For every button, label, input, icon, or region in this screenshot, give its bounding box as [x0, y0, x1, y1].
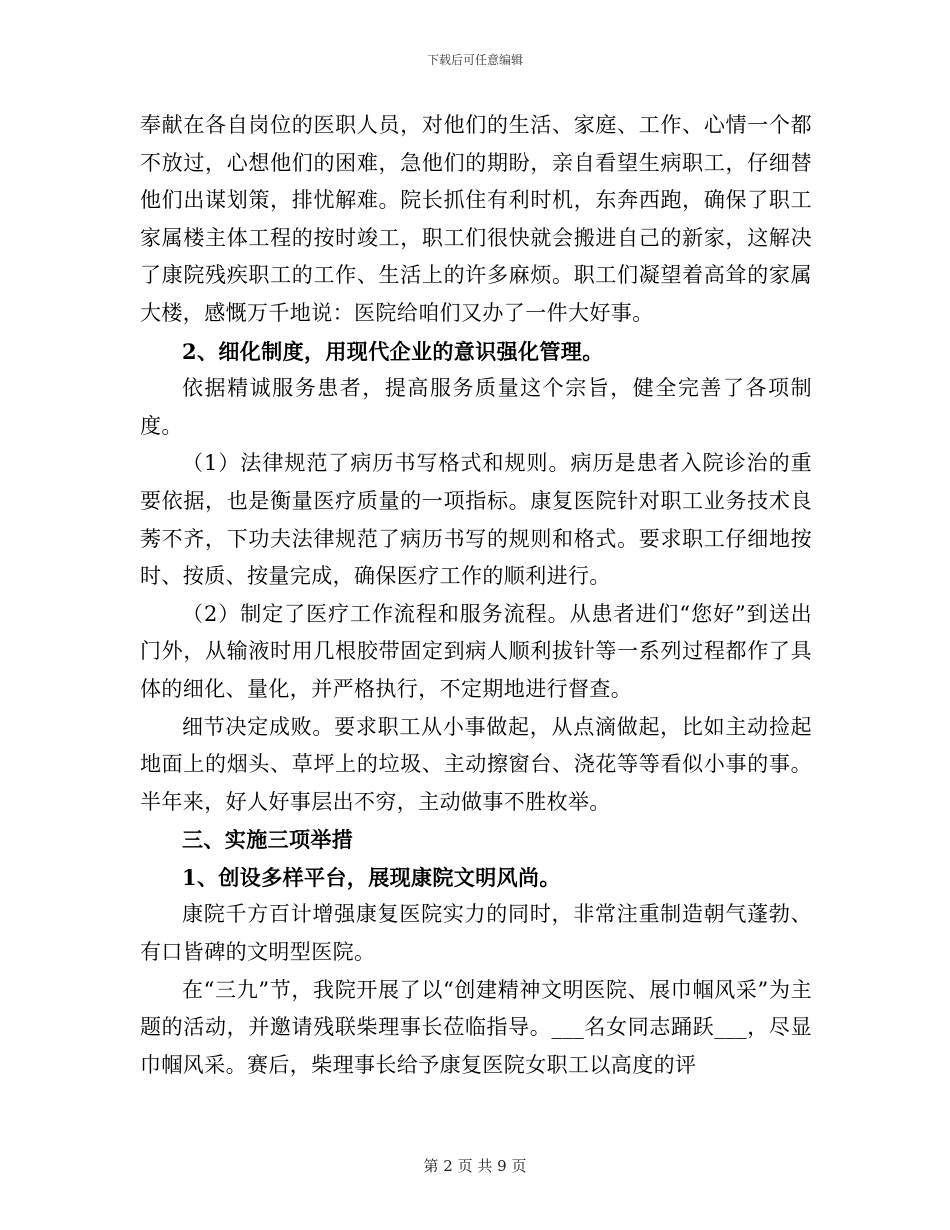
- section-heading-2: 2、细化制度，用现代企业的意识强化管理。: [182, 338, 604, 364]
- paragraph-6: 细节决定成败。要求职工从小事做起，从点滴做起，比如主动捡起地面上的烟头、草坪上的垃圾、主动擦窗台、浇花等等看似小事的事。半年来，好人好事层出不穷，主动做事不胜枚举。: [140, 714, 812, 814]
- page-number-footer: 第 2 页 共 9 页: [423, 1157, 527, 1175]
- paragraph-3: 依据精诚服务患者，提高服务质量这个宗旨，健全完善了各项制度。: [140, 376, 812, 438]
- page-header-note: 下载后可任意编辑: [426, 53, 523, 67]
- paragraph-1: 奉献在各自岗位的医职人员，对他们的生活、家庭、工作、心情一个都不放过，心想他们的困难，急他们的期盼，亲自看望生病职工，仔细替他们出谋划策，排忧解难。院长抓住有利时机，东奔西跑，确保了职工家属楼主体工程的按时竣工，职工们很快就会搬进自己的新家，这解决了康院残疾职工的工作、生活上的许多麻烦。职工们凝望着高耸的家属大楼，感慨万千地说：医院给咱们又办了一件大好事。: [140, 113, 812, 325]
- section-heading-3: 三、实施三项举措: [182, 827, 354, 853]
- paragraph-5: （2）制定了医疗工作流程和服务流程。从患者进们“您好”到送出门外，从输液时用几根胶带固定到病人顺利拔针等一系列过程都作了具体的细化、量化，并严格执行，不定期地进行督查。: [140, 601, 812, 701]
- document-body: [140, 107, 812, 1084]
- paragraph-4: （1）法律规范了病历书写格式和规则。病历是患者入院诊治的重要依据，也是衡量医疗质量的一项指标。康复医院针对职工业务技术良莠不齐，下功夫法律规范了病历书写的规则和格式。要求职工仔细地按时、按质、按量完成，确保医疗工作的顺利进行。: [140, 451, 812, 589]
- subsection-heading-1: 1、创设多样平台，展现康院文明风尚。: [182, 864, 561, 890]
- paragraph-10: 在“三九”节，我院开展了以“创建精神文明医院、展巾帼风采”为主题的活动，并邀请残联柴理事长莅临指导。___名女同志踊跃___，尽显巾帼风采。赛后，柴理事长给予康复医院女职工以高度的评: [140, 977, 812, 1077]
- paragraph-9: 康院千方百计增强康复医院实力的同时，非常注重制造朝气蓬勃、有口皆碑的文明型医院。: [140, 902, 812, 965]
